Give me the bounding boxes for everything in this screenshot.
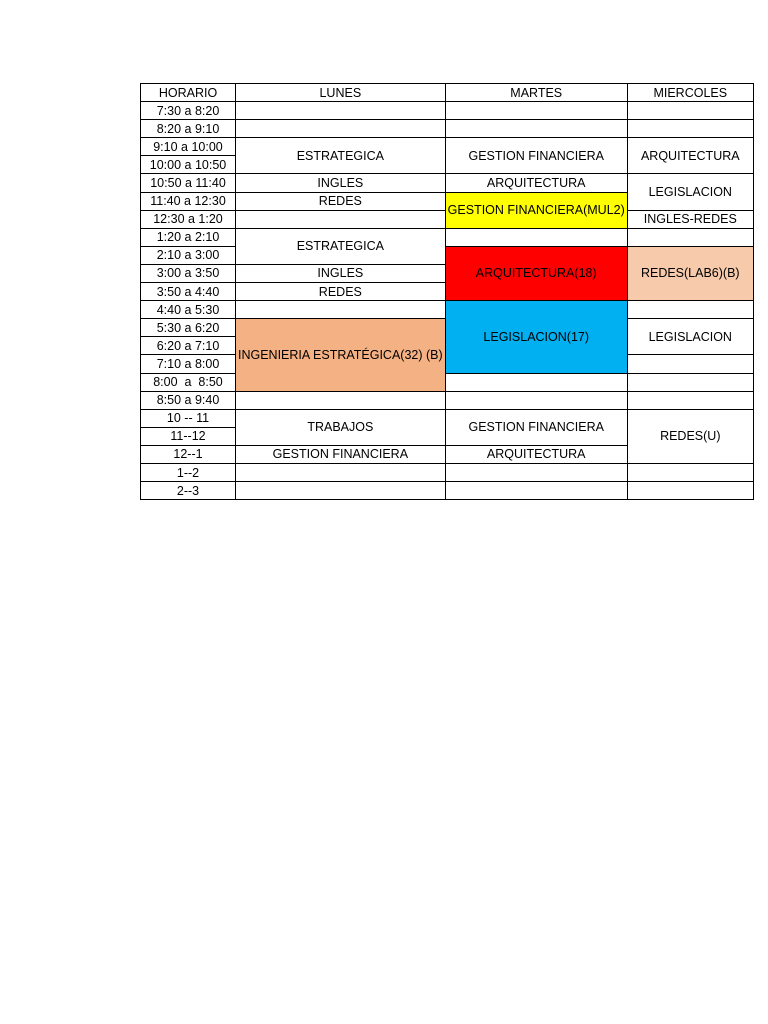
class-cell-lunes: INGLES: [236, 264, 446, 282]
empty-cell: [236, 120, 446, 138]
empty-cell: [627, 120, 753, 138]
table-row: [141, 373, 754, 391]
table-row: [141, 409, 754, 427]
class-cell-martes: GESTION FINANCIERA: [445, 138, 627, 174]
empty-cell: [445, 228, 627, 246]
schedule-table: [140, 83, 754, 500]
empty-cell: [445, 391, 627, 409]
time-cell: 6:20 a 7:10: [141, 337, 236, 355]
class-cell-miercoles: REDES(U): [627, 409, 753, 463]
class-cell-miercoles-highlight: REDES(LAB6)(B): [627, 246, 753, 300]
time-cell: 8:20 a 9:10: [141, 120, 236, 138]
class-cell-lunes-highlight: INGENIERIA ESTRATÉGICA(32) (B): [236, 319, 446, 391]
class-cell-lunes: ESTRATEGICA: [236, 228, 446, 264]
table-row: [141, 174, 754, 192]
table-row: [141, 301, 754, 319]
class-cell-martes-highlight: LEGISLACION(17): [445, 301, 627, 373]
class-cell-martes: ARQUITECTURA: [445, 174, 627, 192]
time-cell: 3:00 a 3:50: [141, 264, 236, 282]
empty-cell: [627, 228, 753, 246]
header-miercoles: MIERCOLES: [627, 84, 753, 102]
class-cell-martes-highlight: ARQUITECTURA(18): [445, 246, 627, 300]
empty-cell: [236, 210, 446, 228]
table-row: [141, 120, 754, 138]
header-horario: HORARIO: [141, 84, 236, 102]
table-row: [141, 228, 754, 246]
time-cell: 8:50 a 9:40: [141, 391, 236, 409]
table-row: [141, 102, 754, 120]
time-cell: 12:30 a 1:20: [141, 210, 236, 228]
time-cell: 5:30 a 6:20: [141, 319, 236, 337]
empty-cell: [627, 102, 753, 120]
time-cell: 11--12: [141, 427, 236, 445]
table-row: [141, 482, 754, 500]
time-cell: 9:10 a 10:00: [141, 138, 236, 156]
time-cell: 11:40 a 12:30: [141, 192, 236, 210]
class-cell-miercoles: LEGISLACION: [627, 319, 753, 355]
class-cell-lunes: GESTION FINANCIERA: [236, 445, 446, 463]
table-row: [141, 138, 754, 156]
empty-cell: [627, 391, 753, 409]
time-cell: 2--3: [141, 482, 236, 500]
class-cell-miercoles: LEGISLACION: [627, 174, 753, 210]
class-cell-martes-highlight: GESTION FINANCIERA(MUL2): [445, 192, 627, 228]
class-cell-lunes: REDES: [236, 283, 446, 301]
table-row: [141, 463, 754, 481]
empty-cell: [627, 355, 753, 373]
empty-cell: [445, 120, 627, 138]
time-cell: 12--1: [141, 445, 236, 463]
class-cell-miercoles: INGLES-REDES: [627, 210, 753, 228]
time-cell: 7:10 a 8:00: [141, 355, 236, 373]
empty-cell: [445, 463, 627, 481]
empty-cell: [236, 391, 446, 409]
table-row: [141, 391, 754, 409]
empty-cell: [445, 373, 627, 391]
time-cell: 10:50 a 11:40: [141, 174, 236, 192]
empty-cell: [445, 482, 627, 500]
time-cell: 1--2: [141, 463, 236, 481]
empty-cell: [627, 482, 753, 500]
empty-cell: [627, 301, 753, 319]
class-cell-miercoles: ARQUITECTURA: [627, 138, 753, 174]
class-cell-martes: ARQUITECTURA: [445, 445, 627, 463]
empty-cell: [236, 301, 446, 319]
class-cell-lunes: REDES: [236, 192, 446, 210]
empty-cell: [236, 482, 446, 500]
time-cell: 4:40 a 5:30: [141, 301, 236, 319]
table-row: [141, 246, 754, 264]
time-cell: 3:50 a 4:40: [141, 283, 236, 301]
header-lunes: LUNES: [236, 84, 446, 102]
header-martes: MARTES: [445, 84, 627, 102]
header-row: [141, 84, 754, 102]
time-cell: 1:20 a 2:10: [141, 228, 236, 246]
time-cell: 2:10 a 3:00: [141, 246, 236, 264]
time-cell: 8:00 a 8:50: [141, 373, 236, 391]
class-cell-lunes: ESTRATEGICA: [236, 138, 446, 174]
empty-cell: [627, 463, 753, 481]
empty-cell: [236, 102, 446, 120]
class-cell-lunes: INGLES: [236, 174, 446, 192]
empty-cell: [236, 463, 446, 481]
empty-cell: [627, 373, 753, 391]
time-cell: 7:30 a 8:20: [141, 102, 236, 120]
class-cell-martes: GESTION FINANCIERA: [445, 409, 627, 445]
empty-cell: [445, 102, 627, 120]
time-cell: 10 -- 11: [141, 409, 236, 427]
time-cell: 10:00 a 10:50: [141, 156, 236, 174]
class-cell-lunes: TRABAJOS: [236, 409, 446, 445]
